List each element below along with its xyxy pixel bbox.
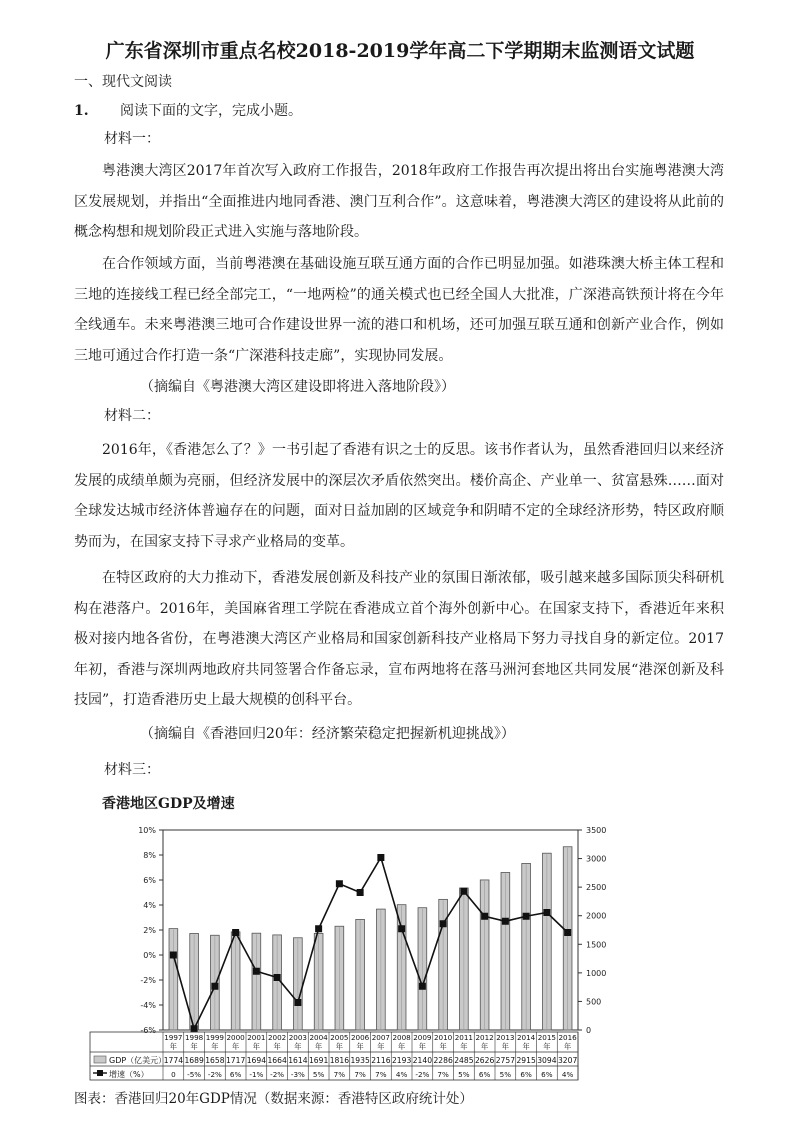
growth-value-label: 5% xyxy=(312,1070,325,1079)
growth-point xyxy=(336,880,343,887)
year-suffix-label: 年 xyxy=(543,1042,551,1051)
growth-point xyxy=(564,929,571,936)
right-axis-tick-label: 2500 xyxy=(586,883,607,893)
year-suffix-label: 年 xyxy=(501,1042,509,1051)
gdp-value-label: 1935 xyxy=(350,1056,370,1065)
right-axis-tick-label: 1500 xyxy=(586,940,607,950)
gdp-value-label: 1694 xyxy=(246,1056,267,1065)
left-axis-tick-label: 6% xyxy=(143,876,156,885)
gdp-chart xyxy=(60,800,620,1090)
year-label: 2013 xyxy=(496,1033,515,1042)
growth-point xyxy=(543,909,550,916)
gdp-value-label: 3207 xyxy=(557,1056,578,1065)
year-suffix-label: 年 xyxy=(398,1042,406,1051)
growth-value-label: 6% xyxy=(541,1070,553,1079)
growth-point xyxy=(502,918,509,925)
growth-point xyxy=(357,889,364,896)
year-suffix-label: 年 xyxy=(169,1042,177,1051)
growth-point xyxy=(191,1025,198,1032)
gdp-value-label: 2286 xyxy=(433,1056,453,1065)
year-label: 2002 xyxy=(267,1033,287,1042)
growth-value-label: 5% xyxy=(499,1070,512,1079)
growth-value-label: 7% xyxy=(333,1070,346,1079)
year-suffix-label: 年 xyxy=(252,1042,260,1051)
year-label: 2004 xyxy=(309,1033,328,1042)
growth-value-label: 6% xyxy=(478,1070,491,1079)
gdp-value-label: 1717 xyxy=(225,1056,246,1065)
material-2-label: 材料二： xyxy=(104,408,160,424)
legend-gdp-label: GDP（亿美元） xyxy=(109,1056,167,1065)
right-axis-tick-label: 3000 xyxy=(586,854,607,864)
year-label: 2015 xyxy=(537,1033,557,1042)
year-suffix-label: 年 xyxy=(294,1042,302,1051)
right-axis-tick-label: 2000 xyxy=(586,911,607,921)
year-suffix-label: 年 xyxy=(481,1042,489,1051)
growth-value-label: -2% xyxy=(415,1070,430,1079)
right-axis-tick-label: 0 xyxy=(586,1026,592,1035)
gdp-value-label: 2116 xyxy=(371,1056,391,1065)
growth-value-label: 6% xyxy=(520,1070,532,1079)
year-label: 2016 xyxy=(558,1033,577,1042)
growth-value-label: 0 xyxy=(171,1070,176,1079)
legend-gdp-swatch xyxy=(94,1056,106,1063)
right-axis-tick-label: 1000 xyxy=(586,968,607,978)
growth-point xyxy=(460,888,467,895)
year-label: 2000 xyxy=(226,1033,245,1042)
year-suffix-label: 年 xyxy=(377,1042,385,1051)
year-label: 2005 xyxy=(330,1033,349,1042)
growth-value-label: 4% xyxy=(561,1070,574,1079)
year-label: 2014 xyxy=(516,1033,536,1042)
material-1-paragraph-1: 粤港澳大湾区2017年首次写入政府工作报告，2018年政府工作报告再次提出将出台实施粤港澳大湾区发展规划，并指出“全面推进内地同香港、澳门互利合作”。这意味着，粤港澳大湾区的建设将从此前的概念构想和规划阶段正式进入实施与落地阶段。 xyxy=(74,163,724,240)
year-suffix-label: 年 xyxy=(190,1042,198,1051)
legend-growth-label: 增速（%） xyxy=(109,1070,149,1079)
year-label: 2011 xyxy=(454,1033,474,1042)
material-1-label: 材料一： xyxy=(104,131,160,147)
growth-value-label: 4% xyxy=(395,1070,408,1079)
growth-point xyxy=(481,913,488,920)
year-suffix-label: 年 xyxy=(522,1042,530,1051)
left-axis-tick-label: 2% xyxy=(143,926,156,935)
chart-title: 香港地区GDP及增速 xyxy=(102,796,235,812)
year-suffix-label: 年 xyxy=(211,1042,219,1051)
gdp-value-label: 1816 xyxy=(329,1056,350,1065)
gdp-value-label: 1614 xyxy=(288,1056,308,1065)
year-suffix-label: 年 xyxy=(460,1042,468,1051)
right-axis-tick-label: 500 xyxy=(586,997,602,1007)
gdp-value-label: 2193 xyxy=(391,1056,412,1065)
year-label: 2006 xyxy=(350,1033,370,1042)
growth-value-label: -2% xyxy=(207,1070,222,1079)
plot-frame xyxy=(163,830,578,1030)
document-title: 广东省深圳市重点名校2018-2019学年高二下学期期末监测语文试题 xyxy=(105,40,695,62)
growth-point xyxy=(232,929,239,936)
growth-point xyxy=(398,925,405,932)
year-label: 2003 xyxy=(288,1033,308,1042)
year-suffix-label: 年 xyxy=(232,1042,240,1051)
year-suffix-label: 年 xyxy=(273,1042,281,1051)
legend-growth-marker xyxy=(97,1070,103,1076)
gdp-value-label: 1689 xyxy=(184,1056,204,1065)
growth-point xyxy=(419,983,426,990)
material-3-label: 材料三： xyxy=(104,762,160,778)
growth-value-label: -3% xyxy=(290,1070,305,1079)
gdp-value-label: 2485 xyxy=(454,1056,474,1065)
right-axis-tick-label: 3500 xyxy=(586,826,607,835)
question-number: 1. xyxy=(74,103,89,119)
growth-point xyxy=(170,952,177,959)
material-2-paragraph-2: 在特区政府的大力推动下，香港发展创新及科技产业的氛围日渐浓郁，吸引越来越多国际顶尖科研机构在港落户。2016年，美国麻省理工学院在香港成立首个海外创新中心。在国家支持下，香港近年来积极对接内地各省份，在粤港澳大湾区产业格局和国家创新科技产业格局下努力寻找自身的新定位。2017年初，香港与深圳两地政府共同签署合作备忘录，宣布两地将在落马洲河套地区共同发展“港深创新及科技园”，打造香港历史上最大规模的创科平台。 xyxy=(74,570,724,708)
year-label: 1997 xyxy=(164,1033,183,1042)
year-label: 2009 xyxy=(413,1033,432,1042)
growth-point xyxy=(523,913,530,920)
material-2-source: （摘编自《香港回归20年：经济繁荣稳定把握新机迎挑战》） xyxy=(140,726,515,742)
year-label: 2007 xyxy=(371,1033,391,1042)
gdp-value-label: 2915 xyxy=(516,1056,536,1065)
growth-point xyxy=(440,920,447,927)
year-label: 2010 xyxy=(433,1033,453,1042)
growth-value-label: 7% xyxy=(375,1070,387,1079)
left-axis-tick-label: -6% xyxy=(140,1026,156,1035)
left-axis-tick-label: 0% xyxy=(143,951,156,960)
left-axis-tick-label: 8% xyxy=(143,851,156,860)
year-suffix-label: 年 xyxy=(356,1042,364,1051)
year-suffix-label: 年 xyxy=(335,1042,343,1051)
year-suffix-label: 年 xyxy=(418,1042,426,1051)
section-heading: 一、现代文阅读 xyxy=(74,74,172,90)
growth-value-label: 6% xyxy=(229,1070,242,1079)
growth-point xyxy=(274,974,281,981)
growth-point xyxy=(315,925,322,932)
gdp-value-label: 2140 xyxy=(412,1056,433,1065)
growth-value-label: -2% xyxy=(270,1070,285,1079)
gdp-value-label: 1774 xyxy=(163,1056,184,1065)
growth-point xyxy=(253,968,260,975)
gdp-value-label: 1691 xyxy=(308,1056,329,1065)
gdp-value-label: 1658 xyxy=(205,1056,225,1065)
growth-value-label: 5% xyxy=(458,1070,470,1079)
growth-value-label: 7% xyxy=(354,1070,366,1079)
gdp-value-label: 3094 xyxy=(537,1056,557,1065)
left-axis-tick-label: -2% xyxy=(140,976,156,985)
material-2-paragraph-1: 2016年，《香港怎么了？》一书引起了香港有识之士的反思。该书作者认为，虽然香港回归以来经济发展的成绩单颇为亮丽，但经济发展中的深层次矛盾依然突出。楼价高企、产业单一、贫富悬殊……面对全球发达城市经济体普遍存在的问题，面对日益加剧的区域竞争和阴晴不定的全球经济形势，特区政府顺势而为，在国家支持下寻求产业格局的变革。 xyxy=(74,442,724,550)
left-axis-tick-label: -4% xyxy=(140,1001,156,1010)
year-suffix-label: 年 xyxy=(564,1042,572,1051)
growth-value-label: 7% xyxy=(437,1070,449,1079)
year-label: 1998 xyxy=(184,1033,204,1042)
gdp-value-label: 2757 xyxy=(495,1056,516,1065)
growth-point xyxy=(377,854,384,861)
growth-point xyxy=(294,999,301,1006)
growth-value-label: -5% xyxy=(187,1070,202,1079)
gdp-value-label: 1664 xyxy=(267,1056,287,1065)
left-axis-tick-label: 4% xyxy=(143,901,156,910)
year-label: 2012 xyxy=(475,1033,494,1042)
question-instruction: 阅读下面的文字，完成小题。 xyxy=(120,103,302,119)
growth-value-label: -1% xyxy=(249,1070,264,1079)
material-1-paragraph-2: 在合作领域方面，当前粤港澳在基础设施互联互通方面的合作已明显加强。如港珠澳大桥主体工程和三地的连接线工程已经全部完工，“一地两检”的通关模式也已经全国人大批准，广深港高铁预计将在今年全线通车。未来粤港澳三地可合作建设世界一流的港口和机场，还可加强互联互通和创新产业合作，例如三地可通过合作打造一条“广深港科技走廊”，实现协同发展。 xyxy=(74,256,724,364)
material-1-source: （摘编自《粤港澳大湾区建设即将进入落地阶段》） xyxy=(140,379,455,395)
chart-caption: 图表：香港回归20年GDP情况（数据来源：香港特区政府统计处） xyxy=(74,1091,473,1107)
left-axis-tick-label: 10% xyxy=(138,826,156,835)
growth-point xyxy=(211,983,218,990)
year-suffix-label: 年 xyxy=(439,1042,447,1051)
gdp-value-label: 2626 xyxy=(474,1056,495,1065)
year-suffix-label: 年 xyxy=(315,1042,323,1051)
year-label: 1999 xyxy=(205,1033,225,1042)
year-label: 2008 xyxy=(392,1033,411,1042)
year-label: 2001 xyxy=(247,1033,266,1042)
